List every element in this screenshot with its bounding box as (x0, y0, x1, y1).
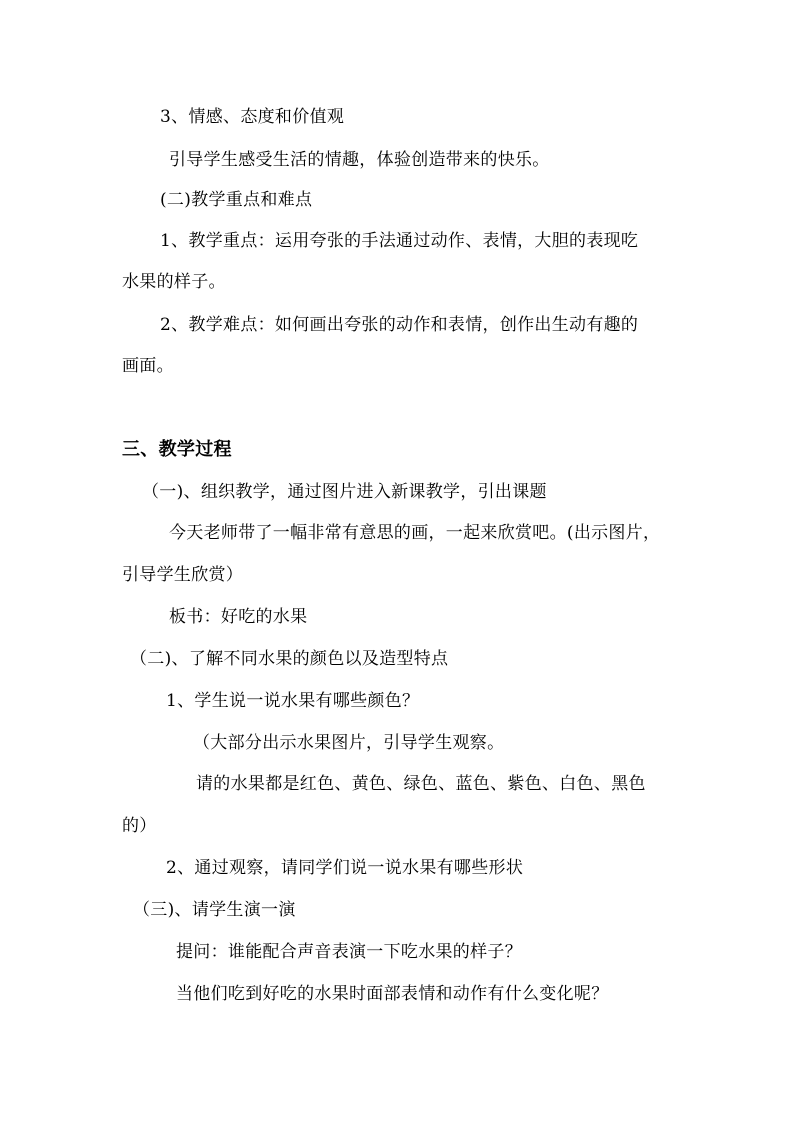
subsection-heading-students-perform: （三)、请学生演一演 (133, 900, 296, 920)
paragraph-text: 引导学生感受生活的情趣，体验创造带来的快乐。 (169, 150, 550, 170)
paragraph-text: 提问：谁能配合声音表演一下吃水果的样子？ (176, 942, 522, 962)
subsection-heading-emotion-attitude-values: 3、情感、态度和价值观 (160, 107, 345, 127)
paragraph-text: 水果的样子。 (122, 272, 226, 292)
blackboard-note: 板书：好吃的水果 (169, 607, 308, 627)
paragraph-text: 2、通过观察，请同学们说一说水果有哪些形状 (166, 858, 524, 878)
paragraph-text: （大部分出示水果图片，引导学生观察。 (193, 733, 505, 753)
section-heading-teaching-process: 三、教学过程 (122, 439, 232, 460)
paragraph-text: 的） (122, 816, 157, 836)
subsection-heading-organize-teaching: （一)、组织教学，通过图片进入新课教学，引出课题 (142, 482, 547, 502)
paragraph-text: 1、学生说一说水果有哪些颜色？ (166, 691, 420, 711)
paragraph-text: 1、教学重点：运用夸张的手法通过动作、表情，大胆的表现吃 (160, 231, 639, 251)
paragraph-text: 画面。 (122, 356, 174, 376)
paragraph-text: 当他们吃到好吃的水果时面部表情和动作有什么变化呢？ (176, 984, 609, 1004)
section-heading-key-difficult-points: (二)教学重点和难点 (160, 190, 313, 210)
paragraph-text: 引导学生欣赏） (122, 565, 244, 585)
subsection-heading-fruit-colors-shapes: （二)、了解不同水果的颜色以及造型特点 (130, 649, 449, 669)
paragraph-text: 今天老师带了一幅非常有意思的画，一起来欣赏吧。(出示图片， (169, 523, 661, 543)
paragraph-text: 2、教学难点：如何画出夸张的动作和表情，创作出生动有趣的 (160, 315, 639, 335)
paragraph-text: 请的水果都是红色、黄色、绿色、蓝色、紫色、白色、黑色 (196, 774, 646, 794)
